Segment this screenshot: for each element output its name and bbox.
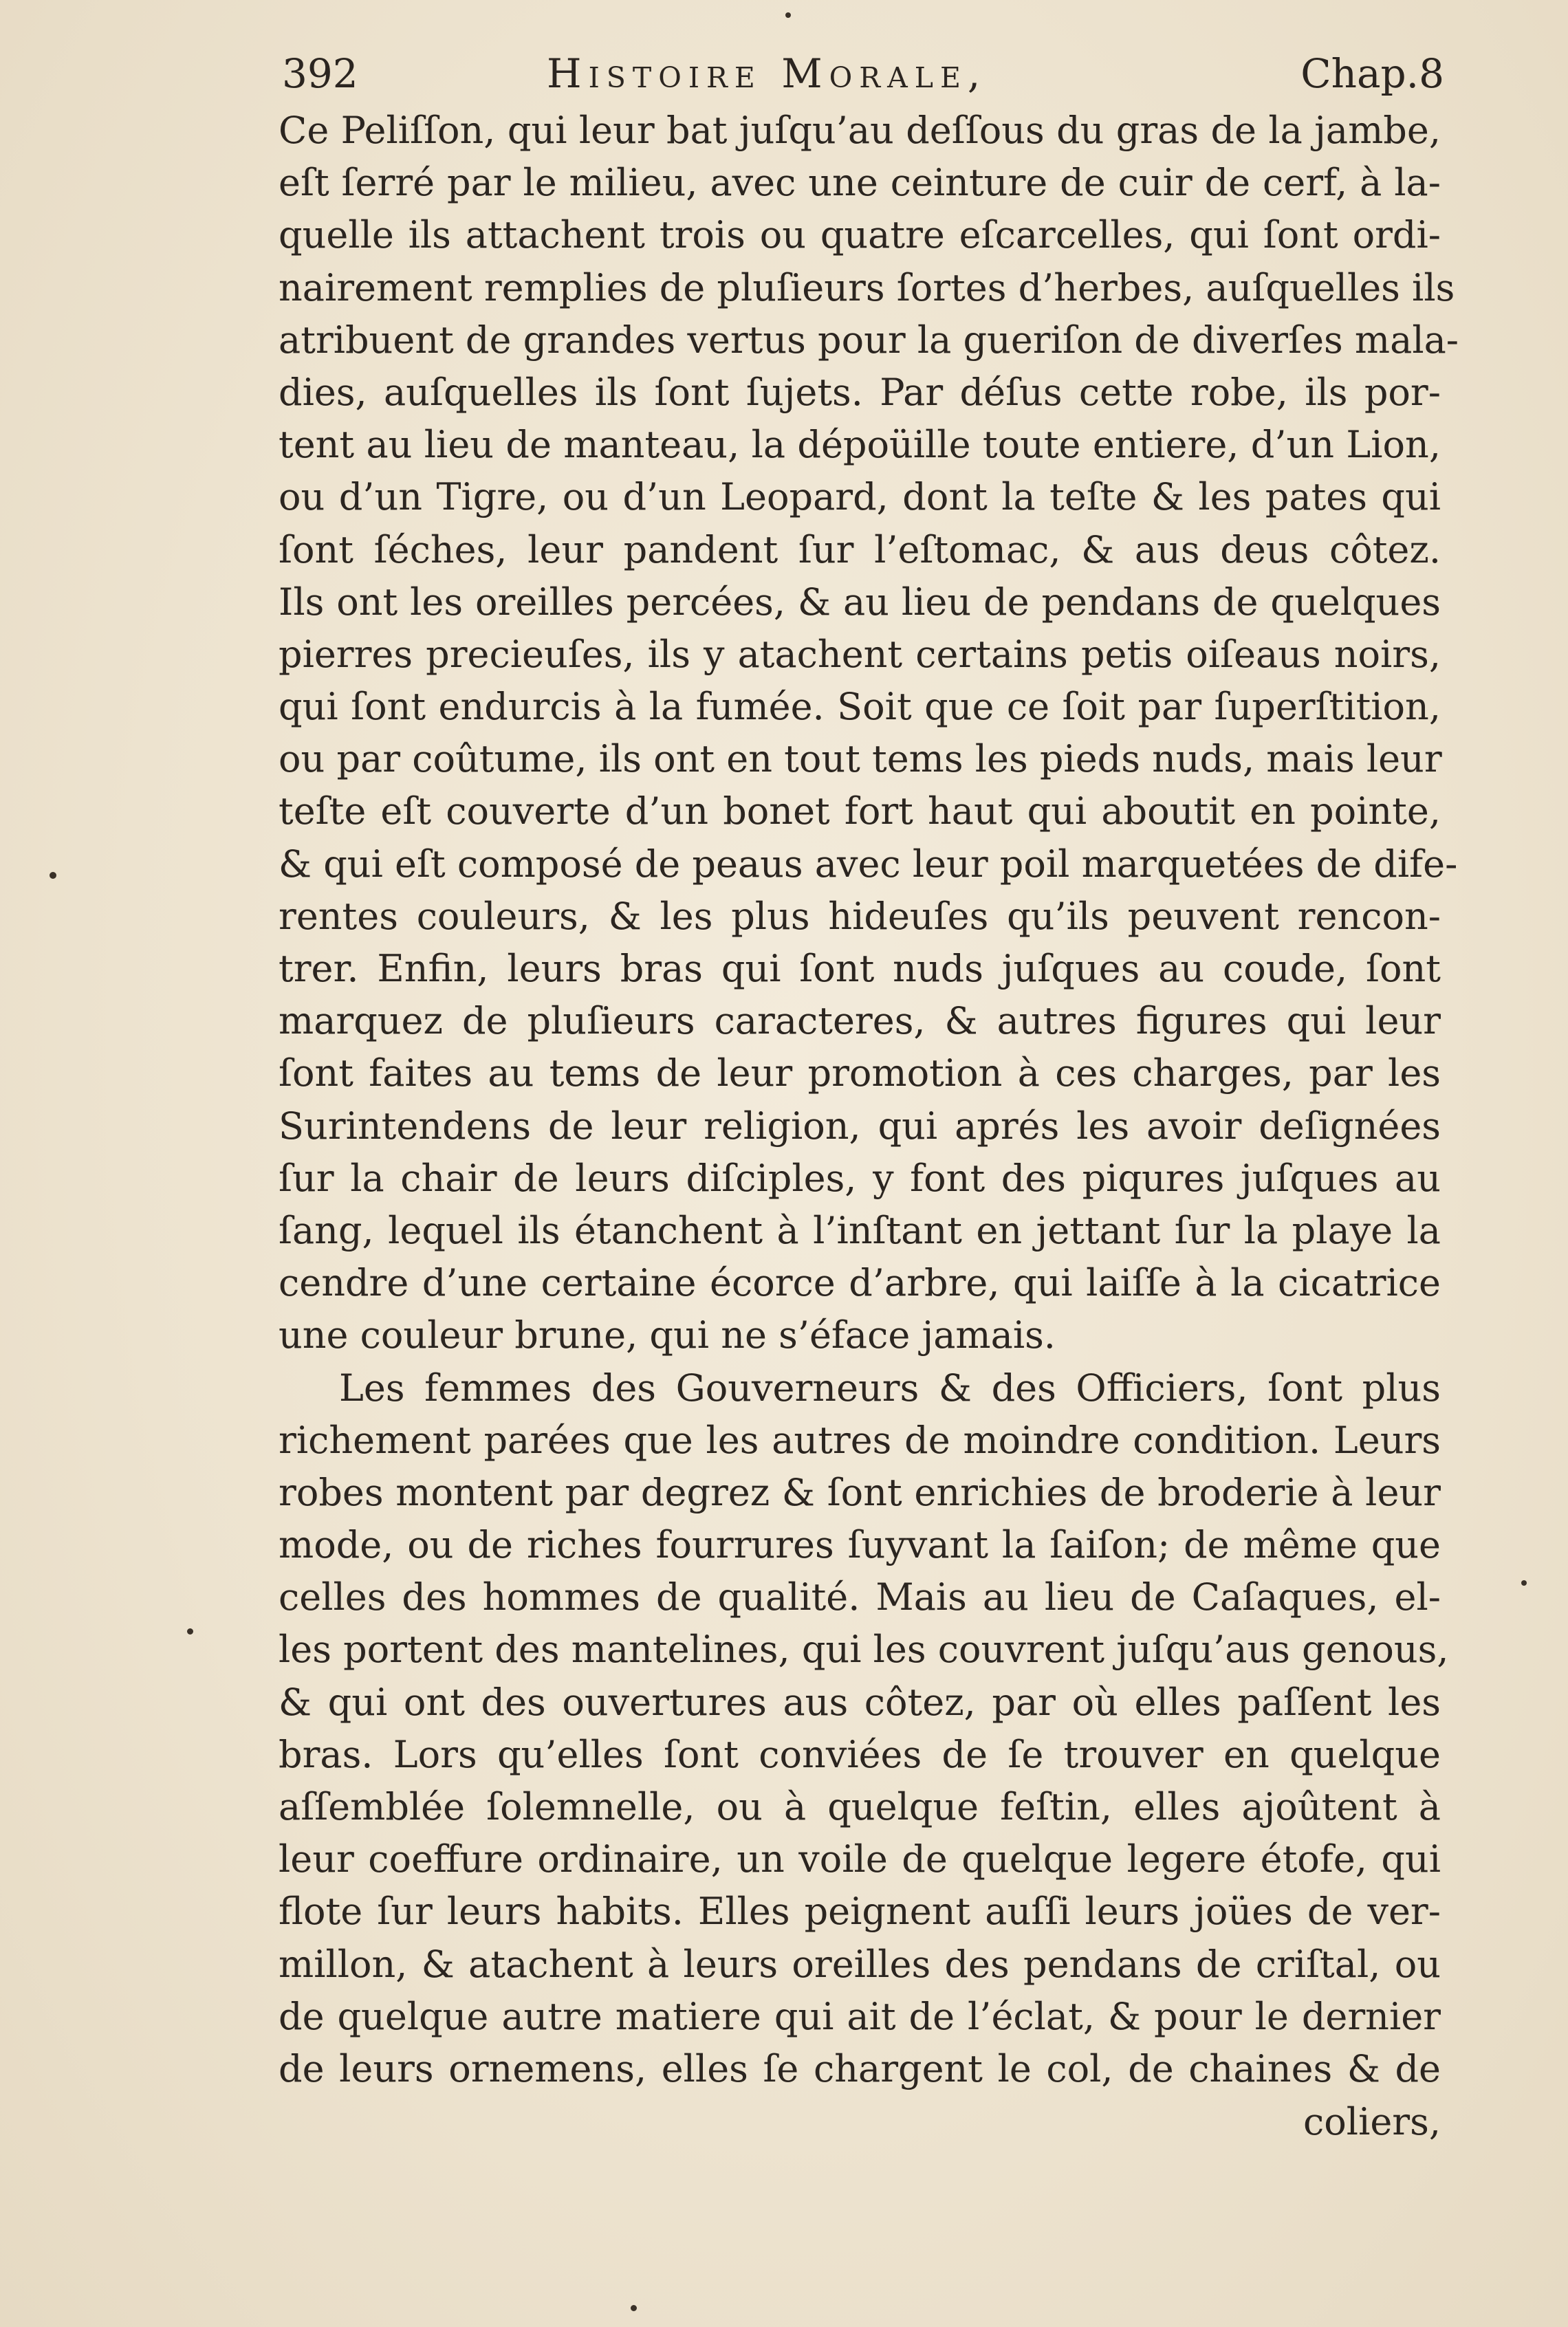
text-line: une couleur brune, qui ne s’éface jamais. xyxy=(279,1313,1056,1357)
text-line: ſont ſéches, leur pandent ſur l’eſtomac, & aus deus côtez. xyxy=(279,527,1441,571)
text-line: leur coeffure ordinaire, un voile de quelque legere étofe, qui xyxy=(279,1837,1441,1881)
text-line: ou d’un Tigre, ou d’un Leopard, dont la teſte & les pates qui xyxy=(279,475,1441,519)
text-line: & qui ont des ouvertures aus côtez, par où elles paſſent les xyxy=(279,1680,1441,1724)
ink-speck xyxy=(785,12,791,18)
ink-speck xyxy=(50,872,56,879)
text-line: Surintendens de leur religion, qui aprés les avoir deſignées xyxy=(279,1104,1441,1148)
ink-speck xyxy=(631,2305,637,2311)
text-line: de leurs ornemens, elles ſe chargent le col, de chaines & de xyxy=(279,2046,1441,2090)
text-line: ſur la chair de leurs diſciples, y font des piqures juſques au xyxy=(279,1156,1441,1200)
text-line: pierres precieuſes, ils y atachent certains petis oiſeaus noirs, xyxy=(279,632,1441,676)
text-line: robes montent par degrez & ſont enrichies de broderie à leur xyxy=(279,1470,1441,1514)
text-line: Les femmes des Gouverneurs & des Officiers, ſont plus xyxy=(339,1366,1441,1410)
text-line: aſſemblée ſolemnelle, ou à quelque feſtin, elles ajoûtent à xyxy=(279,1785,1441,1828)
ink-speck xyxy=(1521,1580,1527,1586)
text-line: quelle ils attachent trois ou quatre eſcarcelles, qui ſont ordi- xyxy=(279,213,1441,257)
text-line: cendre d’une certaine écorce d’arbre, qui laiſſe à la cicatrice xyxy=(279,1261,1441,1305)
text-line: trer. Enfin, leurs bras qui ſont nuds juſques au coude, ſont xyxy=(279,947,1441,990)
ink-speck xyxy=(187,1628,193,1635)
text-line: ſang, lequel ils étanchent à l’inſtant en jettant ſur la playe la xyxy=(279,1208,1441,1252)
text-line: eſt ſerré par le milieu, avec une ceinture de cuir de cerf, à la- xyxy=(279,161,1441,205)
text-line: bras. Lors qu’elles ſont conviées de ſe trouver en quelque xyxy=(279,1732,1441,1776)
text-line: marquez de pluſieurs caracteres, & autres figures qui leur xyxy=(279,999,1441,1043)
text-line: celles des hommes de qualité. Mais au lieu de Caſaques, el- xyxy=(279,1575,1441,1619)
text-line: atribuent de grandes vertus pour la gueriſon de diverſes mala- xyxy=(279,318,1459,362)
catchword: coliers, xyxy=(1303,2099,1441,2143)
page-number: 392 xyxy=(282,50,358,97)
text-line: millon, & atachent à leurs oreilles des pendans de criſtal, ou xyxy=(279,1942,1441,1986)
text-line: Ils ont les oreilles percées, & au lieu de pendans de quelques xyxy=(279,580,1441,624)
text-line: dies, auſquelles ils ſont ſujets. Par déſus cette robe, ils por- xyxy=(279,370,1441,414)
text-line: teſte eſt couverte d’un bonet fort haut qui aboutit en pointe, xyxy=(279,789,1441,833)
chapter-label: Chap.8 xyxy=(1300,50,1444,97)
text-line: tent au lieu de manteau, la dépoüille toute entiere, d’un Lion, xyxy=(279,423,1441,467)
text-line: nairement remplies de pluſieurs ſortes d’herbes, auſquelles ils xyxy=(279,265,1455,309)
body-text xyxy=(279,105,1459,2143)
page-header xyxy=(282,43,1444,105)
text-line: de quelque autre matiere qui ait de l’éclat, & pour le dernier xyxy=(279,1994,1441,2038)
text-line: les portent des mantelines, qui les couvrent juſqu’aus genous, xyxy=(279,1628,1449,1672)
text-line: ſont faites au tems de leur promotion à ces charges, par les xyxy=(279,1051,1441,1095)
running-title: Histoire Morale, xyxy=(547,50,988,97)
text-line: richement parées que les autres de moindre condition. Leurs xyxy=(279,1418,1441,1462)
text-line: flote ſur leurs habits. Elles peignent auſſi leurs joües de ver- xyxy=(279,1890,1441,1934)
text-line: ou par coûtume, ils ont en tout tems les pieds nuds, mais leur xyxy=(279,737,1442,781)
text-line: Ce Peliſſon, qui leur bat juſqu’au deſſous du gras de la jambe, xyxy=(279,109,1441,152)
text-line: mode, ou de riches fourrures ſuyvant la ſaiſon; de même que xyxy=(279,1523,1441,1567)
text-line: qui ſont endurcis à la fumée. Soit que ce ſoit par ſuperſtition, xyxy=(279,685,1441,729)
text-line: rentes couleurs, & les plus hideuſes qu’ils peuvent rencon- xyxy=(279,894,1441,938)
text-line: & qui eſt composé de peaus avec leur poil marquetées de dife- xyxy=(279,842,1458,886)
